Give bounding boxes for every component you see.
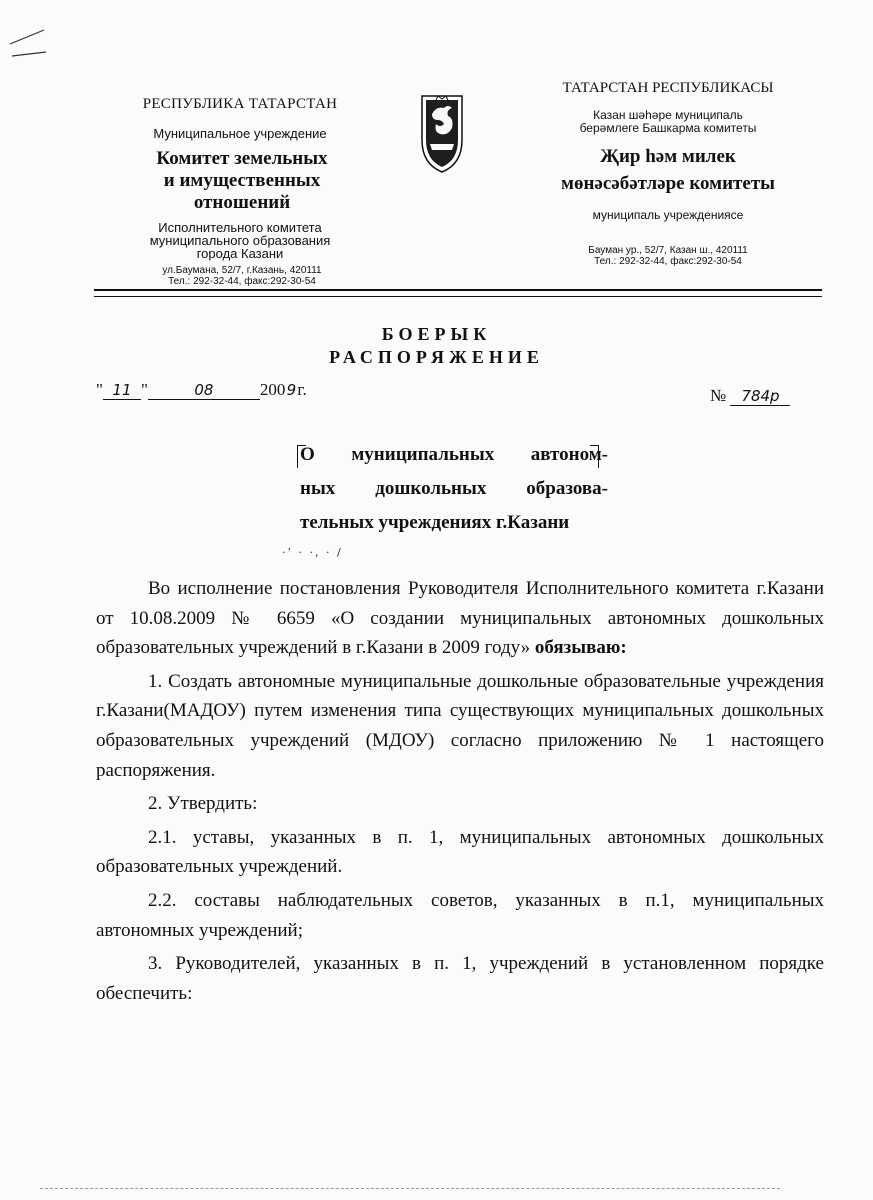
- subject-line: тельных учреждениях г.Казани: [300, 512, 570, 533]
- document-number: [710, 386, 790, 406]
- date-day: 11: [103, 381, 141, 400]
- header-rule-thin: [94, 296, 822, 297]
- header-left-address: ул.Баумана, 52/7, г.Казань, 420111: [162, 265, 322, 276]
- header-right-committee-line: Җир һәм милек: [600, 146, 736, 167]
- date-year-digit: 9: [286, 381, 297, 399]
- date-year-prefix: 200: [259, 380, 286, 399]
- scan-edge-line: [40, 1188, 780, 1189]
- date-suffix: г.: [297, 380, 307, 399]
- header-left-exec-line: муниципального образования: [149, 233, 331, 248]
- header-left-institution-type: Муниципальное учреждение: [153, 126, 327, 141]
- date-open-quote: ": [96, 380, 103, 399]
- header-left-committee-line: и имущественных: [163, 170, 321, 191]
- date-close-quote: ": [140, 380, 148, 399]
- intro-bold-text: обязываю:: [530, 637, 627, 659]
- intro-text: Во исполнение постановления Руководителя Исполнительного комитета г.Казани от 10.08.2009 № 6659 «О создании муниципальных автономных дошкольных образовательных учреждений в г.Казани в 2009 году»: [96, 578, 824, 659]
- header-right-committee-line: мөнәсәбәтләре комитеты: [561, 173, 775, 194]
- paragraph-item-3: 3. Руководителей, указанных в п. 1, учреждений в установленном порядке обеспечить:: [96, 953, 824, 1004]
- header-right-institution-type: муниципаль учреждениясе: [592, 208, 744, 222]
- paragraph-item-2-1: 2.1. уставы, указанных в п. 1, муниципальных автономных дошкольных образовательных учреждений.: [96, 826, 824, 878]
- paragraph-item-2-2: 2.2. составы наблюдательных советов, указанных в п.1, муниципальных автономных учреждений;: [96, 889, 824, 941]
- paragraph-intro: [96, 574, 824, 663]
- header-left-exec-line: города Казани: [196, 246, 284, 261]
- header-right-phone: Тел.: 292-32-44, факс:292-30-54: [594, 256, 742, 267]
- header-right-address: Бауман ур., 52/7, Казан ш., 420111: [588, 245, 748, 256]
- header-left-contacts: [100, 265, 384, 287]
- paragraph-item-2: 2. Утвердить:: [148, 793, 258, 815]
- document-date: [96, 380, 307, 400]
- subject-line: ных дошкольных образова-: [300, 478, 608, 499]
- header-left-exec: [100, 221, 380, 260]
- date-month: 08: [148, 381, 260, 400]
- document-body: [96, 574, 824, 1012]
- header-left-committee-line: Комитет земельных: [156, 148, 328, 169]
- header-left-republic: РЕСПУБЛИКА ТАТАРСТАН: [142, 96, 338, 112]
- header-left-phone: Тел.: 292-32-44, факс:292-30-54: [168, 276, 316, 287]
- handwritten-marks: ·ʼ · ·, · /: [282, 546, 343, 559]
- header-left-committee: [100, 148, 384, 214]
- pen-stroke-mark: [8, 26, 48, 66]
- number-value: 784р: [730, 387, 790, 406]
- header-right-exec-line: Казан шәһәре муниципаль: [593, 108, 743, 122]
- header-right-republic: ТАТАРСТАН РЕСПУБЛИКАСЫ: [562, 80, 774, 96]
- header-right-exec-line: берәмлеге Башкарма комитеты: [579, 121, 757, 135]
- header-right-exec: [518, 109, 818, 135]
- header-left-exec-line: Исполнительного комитета: [158, 220, 322, 235]
- subject-heading: [300, 438, 608, 540]
- number-label: №: [710, 386, 727, 405]
- title-tatar: БОЕРЫК: [381, 324, 492, 344]
- header-right-committee: [510, 143, 826, 197]
- paragraph-item-1: 1. Создать автономные муниципальные дошкольные образовательные учреждения г.Казани(МАДОУ) путем изменения типа существующих муниципальных дошкольных образовательных учреждений (МДОУ) согласно приложению № 1 настоящего распоряжения.: [96, 670, 824, 781]
- header-rule-thick: [94, 289, 822, 291]
- subject-line: О муниципальных автоном-: [300, 444, 608, 465]
- title-russian: РАСПОРЯЖЕНИЕ: [329, 347, 544, 367]
- header-left-committee-line: отношений: [193, 192, 291, 213]
- kazan-coat-of-arms-icon: [418, 94, 466, 174]
- header-right-contacts: [518, 245, 818, 267]
